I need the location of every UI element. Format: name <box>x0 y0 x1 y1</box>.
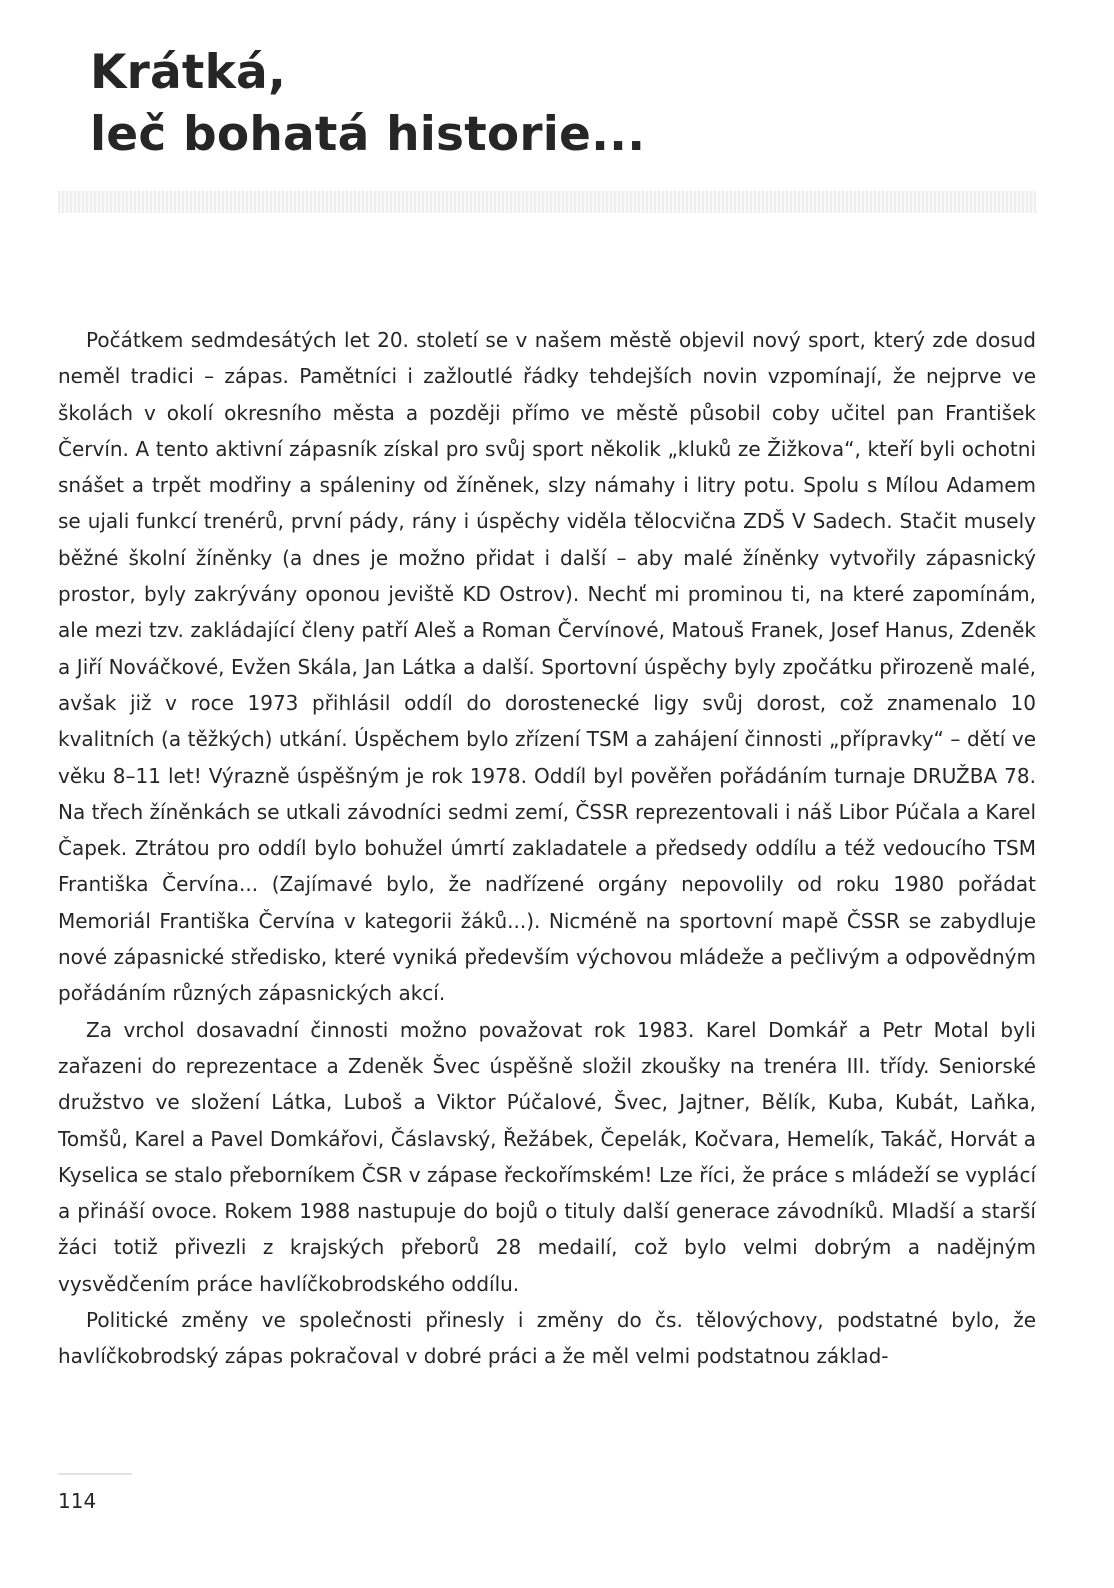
footer-divider <box>58 1473 132 1475</box>
paragraph-2: Za vrchol dosavadní činnosti možno považovat rok 1983. Karel Domkář a Petr Motal byli zařazeni do reprezentace a Zdeněk Švec úspěšně složil zkoušky na trenéra III. třídy. Seniorské družstvo ve složení Látka, Luboš a Viktor Púčalové, Švec, Jajtner, Bělík, Kuba, Kubát, Laňka, Tomšů, Karel a Pavel Domkářovi, Čáslavský, Řežábek, Čepelák, Kočvara, Hemelík, Takáč, Horvát a Kyselica se stalo přeborníkem ČSR v zápase řeckořímském! Lze říci, že práce s mládeží se vyplácí a přináší ovoce. Rokem 1988 nastupuje do bojů o tituly další generace závodníků. Mladší a starší žáci totiž přivezli z krajských přeborů 28 medailí, což bylo velmi dobrým a nadějným vysvědčením práce havlíčkobrodského oddílu. <box>58 1017 1036 1296</box>
page-title-line-1: Krátká, <box>90 45 287 100</box>
page-title-line-2: leč bohatá historie... <box>90 107 646 162</box>
page-number: 114 <box>58 1489 97 1513</box>
title-divider <box>58 191 1036 213</box>
page-title <box>90 42 645 166</box>
article-body <box>58 322 1036 1375</box>
paragraph-3: Politické změny ve společnosti přinesly i změny do čs. tělovýchovy, podstatné bylo, že havlíčkobrodský zápas pokračoval v dobré práci a že měl velmi podstatnou základ- <box>58 1308 1036 1369</box>
paragraph-1: Počátkem sedmdesátých let 20. století se v našem městě objevil nový sport, který zde dosud neměl tradici – zápas. Pamětníci i zažloutlé řádky tehdejších novin vzpomínají, že nejprve ve školách v okolí okresního města a později přímo ve městě působil coby učitel pan František Červín. A tento aktivní zápasník získal pro svůj sport několik „kluků ze Žižkova“, kteří byli ochotni snášet a trpět modřiny a spáleniny od žíněnek, slzy námahy i litry potu. Spolu s Mílou Adamem se ujali funkcí trenérů, první pády, rány i úspěchy viděla tělocvična ZDŠ V Sadech. Stačit musely běžné školní žíněnky (a dnes je možno přidat i další – aby malé žíněnky vytvořily zápasnický prostor, byly zakrývány oponou jeviště KD Ostrov). Nechť mi prominou ti, na které zapomínám, ale mezi tzv. zakládající členy patří Aleš a Roman Červínové, Matouš Franek, Josef Hanus, Zdeněk a Jiří Nováčkové, Evžen Skála, Jan Látka a další. Sportovní úspěchy byly zpočátku přirozeně malé, avšak již v roce 1973 přihlásil oddíl do dorostenecké ligy svůj dorost, což znamenalo 10 kvalitních (a těžkých) utkání. Úspěchem bylo zřízení TSM a zahájení činnosti „přípravky“ – dětí ve věku 8–11 let! Výrazně úspěšným je rok 1978. Oddíl byl pověřen pořádáním turnaje DRUŽBA 78. Na třech žíněnkách se utkali závodníci sedmi zemí, ČSSR reprezentovali i náš Libor Púčala a Karel Čapek. Ztrátou pro oddíl bylo bohužel úmrtí zakladatele a předsedy oddílu a též vedoucího TSM Františka Červína... (Zajímavé bylo, že nadřízené orgány nepovolily od roku 1980 pořádat Memoriál Františka Červína v kategorii žáků...). Nicméně na sportovní mapě ČSSR se zabydluje nové zápasnické středisko, které vyniká především výchovou mládeže a pečlivým a odpovědným pořádáním různých zápasnických akcí. <box>58 328 1036 1006</box>
